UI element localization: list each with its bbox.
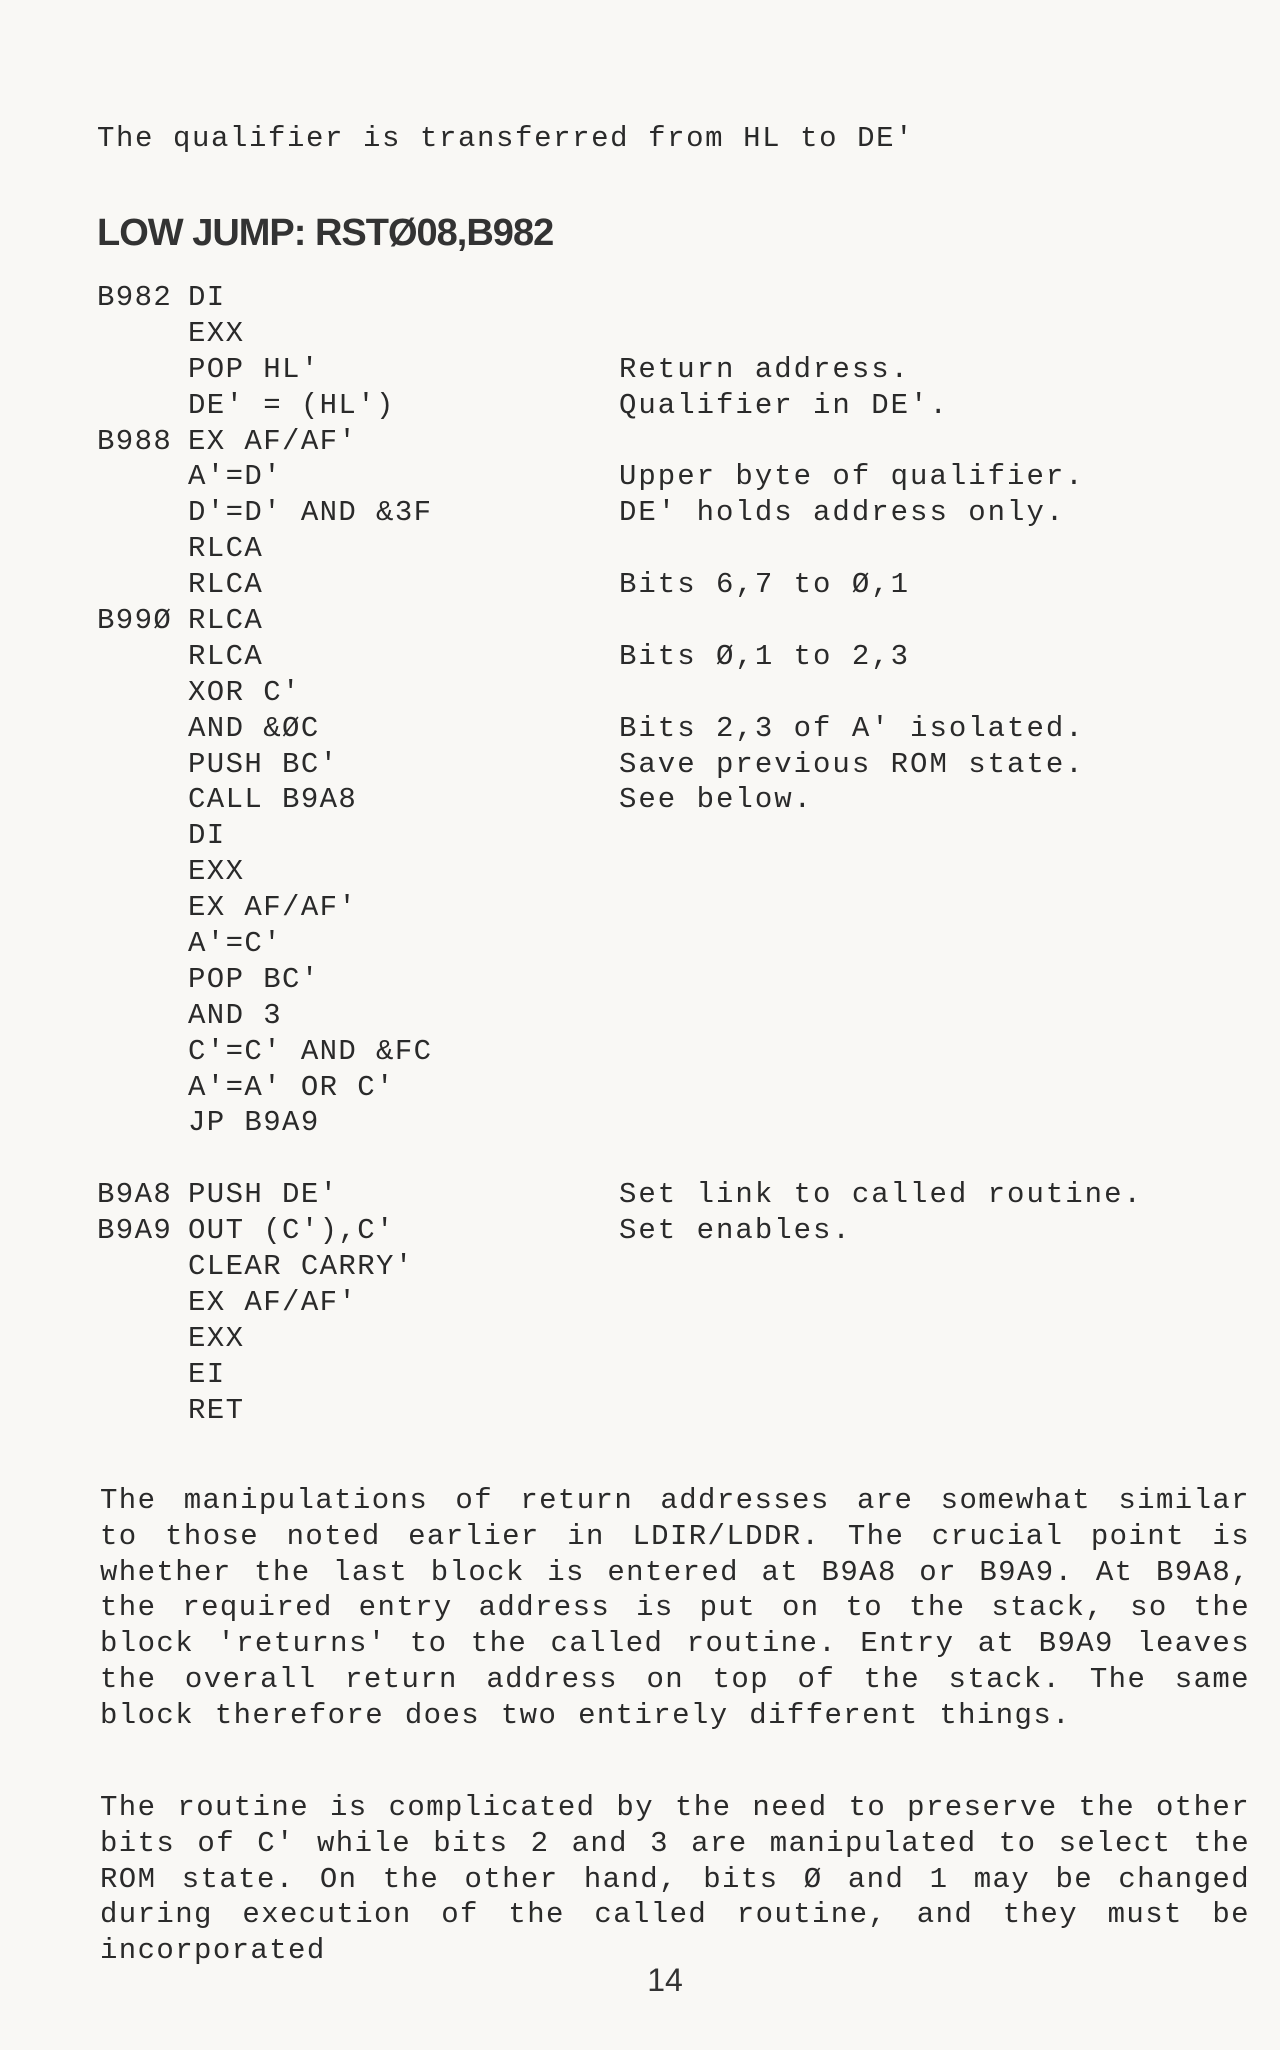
code-comment: Bits 6,7 to Ø,1 — [619, 568, 911, 602]
code-line — [97, 388, 1247, 424]
code-instruction: EXX — [188, 855, 245, 889]
code-line — [97, 459, 1247, 495]
code-instruction: A'=A' OR C' — [188, 1070, 395, 1104]
code-instruction: EX AF/AF' — [188, 424, 358, 458]
code-comment: Qualifier in DE'. — [619, 388, 949, 422]
code-address: B9A9 — [97, 1214, 173, 1248]
code-line — [97, 782, 1247, 818]
code-line — [97, 280, 1247, 316]
code-comment: Set enables. — [619, 1214, 852, 1248]
code-instruction: EXX — [188, 1321, 245, 1355]
code-instruction: RLCA — [188, 604, 264, 638]
code-comment: Upper byte of qualifier. — [619, 460, 1085, 494]
code-instruction: PUSH BC' — [188, 747, 339, 781]
code-address: B9A8 — [97, 1178, 173, 1212]
code-instruction: C'=C' AND &FC — [188, 1034, 433, 1068]
code-instruction: XOR C' — [188, 675, 301, 709]
body-paragraph: The manipulations of return addresses are somewhat similar to those noted earlier in LDIR/LDDR. The crucial point is whether the last block is entered at B9A8 or B9A9. At B9A8, the required entry address is put on to the stack, so the block 'returns' to the called routine. Entry at B9A9 leaves the overall return address on top of the stack. The same block therefore does two entirely different things. — [100, 1484, 1250, 1732]
code-line — [97, 890, 1247, 926]
code-comment: DE' holds address only. — [619, 496, 1066, 530]
code-line — [97, 854, 1247, 890]
code-line — [97, 1285, 1247, 1321]
code-instruction: D'=D' AND &3F — [188, 496, 433, 530]
code-line — [97, 639, 1247, 675]
code-line — [97, 1213, 1247, 1249]
code-line — [97, 495, 1247, 531]
code-line — [97, 1034, 1247, 1070]
code-line — [97, 1177, 1247, 1213]
code-line — [97, 962, 1247, 998]
code-line — [97, 1105, 1247, 1141]
code-address: B982 — [97, 281, 173, 314]
code-comment: Bits 2,3 of A' isolated. — [619, 711, 1085, 745]
code-address: B99Ø — [97, 604, 173, 638]
section-heading: LOW JUMP: RSTØ08,B982 — [97, 212, 554, 254]
code-line — [97, 1070, 1247, 1106]
code-line — [97, 747, 1247, 783]
code-line — [97, 711, 1247, 747]
code-instruction: CALL B9A8 — [188, 783, 358, 817]
code-instruction: A'=D' — [188, 460, 283, 494]
code-instruction: POP BC' — [188, 962, 320, 996]
code-instruction: DE' = (HL') — [188, 388, 395, 422]
page-number: 14 — [647, 1962, 683, 1998]
code-line — [97, 1393, 1247, 1429]
code-line — [97, 531, 1247, 567]
code-instruction: EX AF/AF' — [188, 1286, 358, 1320]
code-line — [97, 1357, 1247, 1393]
code-instruction: DI — [188, 281, 226, 314]
code-instruction: EX AF/AF' — [188, 891, 358, 925]
code-instruction: RLCA — [188, 568, 264, 602]
code-listing — [97, 280, 1247, 1429]
code-line — [97, 424, 1247, 460]
code-instruction: DI — [188, 819, 226, 853]
code-block-gap — [97, 1141, 1247, 1177]
code-line — [97, 1249, 1247, 1285]
code-line — [97, 352, 1247, 388]
code-line — [97, 567, 1247, 603]
code-instruction: AND &ØC — [188, 711, 320, 745]
code-instruction: OUT (C'),C' — [188, 1214, 395, 1248]
code-comment: Bits Ø,1 to 2,3 — [619, 639, 911, 673]
code-instruction: RLCA — [188, 639, 264, 673]
code-instruction: PUSH DE' — [188, 1178, 339, 1212]
code-line — [97, 1321, 1247, 1357]
code-instruction: EI — [188, 1357, 226, 1391]
code-instruction: JP B9A9 — [188, 1106, 320, 1140]
code-comment: Return address. — [619, 352, 911, 386]
code-address: B988 — [97, 424, 173, 458]
code-line — [97, 603, 1247, 639]
code-instruction: EXX — [188, 316, 245, 350]
code-comment: Set link to called routine. — [619, 1178, 1143, 1212]
code-comment: Save previous ROM state. — [619, 747, 1085, 781]
code-line — [97, 926, 1247, 962]
code-instruction: RLCA — [188, 532, 264, 566]
body-paragraph: The routine is complicated by the need to preserve the other bits of C' while bits 2 and 3 are manipulated to select the ROM state. On the other hand, bits Ø and 1 may be changed during execution of the called routine, and they must be incorporated — [100, 1791, 1250, 1968]
code-line — [97, 998, 1247, 1034]
code-line — [97, 675, 1247, 711]
code-instruction: AND 3 — [188, 998, 283, 1032]
code-instruction: CLEAR CARRY' — [188, 1250, 414, 1284]
code-instruction: A'=C' — [188, 927, 283, 961]
code-instruction: RET — [188, 1393, 245, 1427]
code-comment: See below. — [619, 783, 814, 817]
code-instruction: POP HL' — [188, 352, 320, 386]
code-line — [97, 316, 1247, 352]
intro-text: The qualifier is transferred from HL to DE' — [97, 122, 915, 155]
code-line — [97, 818, 1247, 854]
